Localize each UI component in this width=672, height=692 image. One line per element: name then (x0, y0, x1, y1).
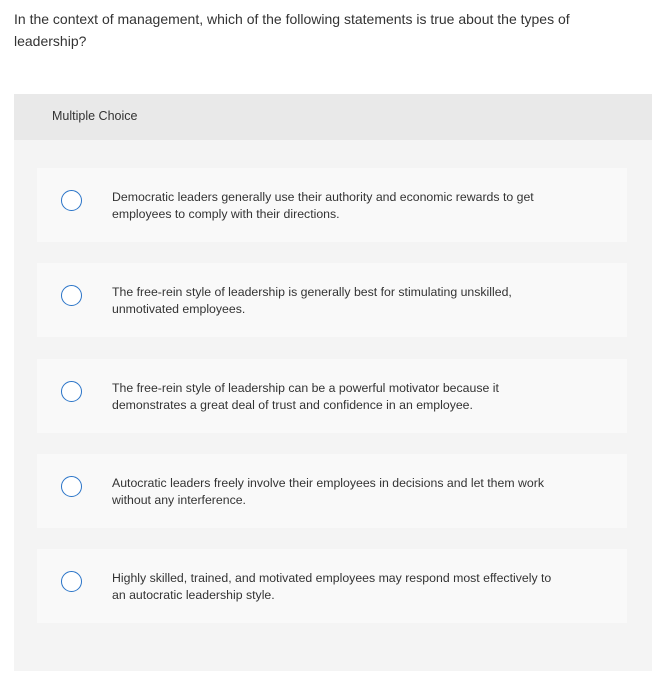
radio-button-icon[interactable] (61, 476, 82, 497)
answer-option-text: The free-rein style of leadership is generally best for stimulating unskilled, unmotivated employees. (112, 285, 512, 316)
answer-option-1[interactable] (37, 168, 627, 242)
answer-option-text: Autocratic leaders freely involve their employees in decisions and let them work without any interference. (112, 476, 544, 507)
multiple-choice-panel (14, 94, 652, 671)
radio-button-icon[interactable] (61, 285, 82, 306)
answer-option-5[interactable] (37, 549, 627, 623)
multiple-choice-label: Multiple Choice (52, 109, 138, 123)
answer-option-4[interactable] (37, 454, 627, 528)
radio-button-icon[interactable] (61, 381, 82, 402)
answer-option-3[interactable] (37, 359, 627, 433)
radio-button-icon[interactable] (61, 190, 82, 211)
answer-option-2[interactable] (37, 263, 627, 337)
question-text: In the context of management, which of the following statements is true about the types of leadership? (14, 11, 570, 49)
answer-option-text: Democratic leaders generally use their authority and economic rewards to get employees to comply with their directions. (112, 190, 534, 221)
radio-button-icon[interactable] (61, 571, 82, 592)
answer-option-text: The free-rein style of leadership can be a powerful motivator because it demonstrates a great deal of trust and confidence in an employee. (112, 381, 499, 412)
answer-option-text: Highly skilled, trained, and motivated employees may respond most effectively to an autocratic leadership style. (112, 571, 552, 602)
multiple-choice-header (14, 94, 652, 140)
